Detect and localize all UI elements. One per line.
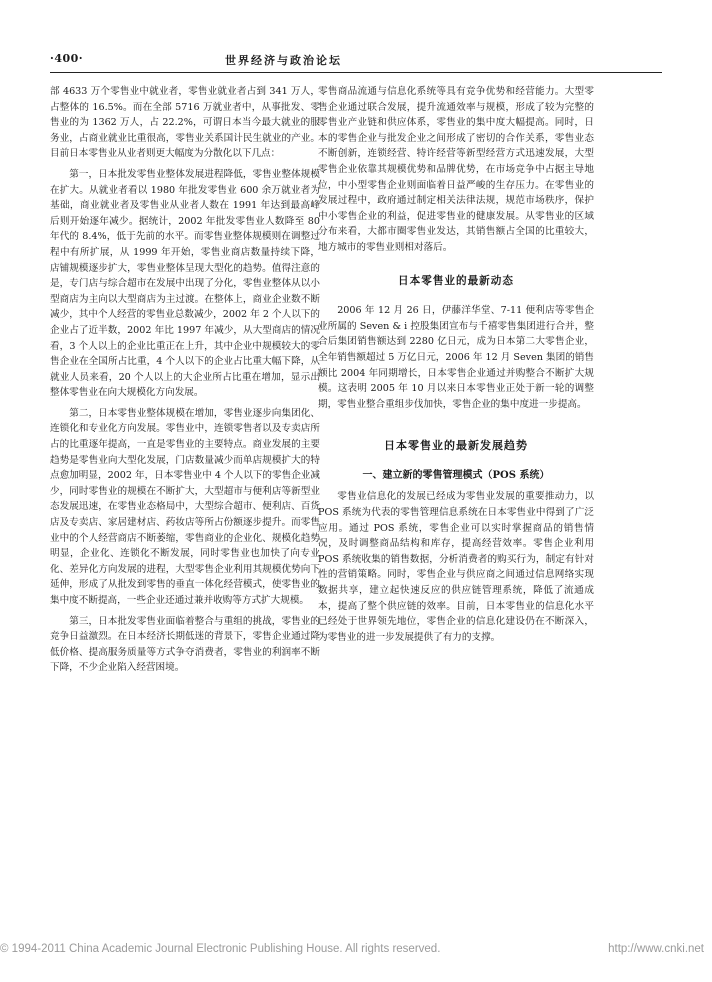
- body-paragraph: 2006 年 12 月 26 日，伊藤洋华堂、7-11 便利店等零售企业所属的 Seven & i 控股集团宣布与千禧零售集团进行合并，整合后集团销售额达到 2280 亿日元，成为日本第二大零售企业，全年销售额超过 5 万亿日元，2006 年 12 月 Seven 集团的销售额比 2004 年同期增长，日本零售企业通过并购整合不断扩大规模。这表明 2005 年 10 月以来日本零售业正处于新一轮的调整期，零售业整合重组步伐加快，零售企业的集中度进一步提高。: [318, 305, 594, 410]
- journal-title: 世界经济与政治论坛: [225, 54, 342, 67]
- page-number: ·400·: [50, 52, 84, 65]
- running-header: [50, 52, 435, 70]
- copyright-notice: © 1994-2011 China Academic Journal Electronic Publishing House. All rights reserved.: [0, 943, 441, 955]
- left-column: [50, 84, 320, 681]
- body-paragraph: 部 4633 万个零售业中就业者，零售业就业者占到 341 万人，占整体的 16.5%。而在全部 5716 万就业者中，从事批发、零售业的为 1362 万人，占 22.2%，可谓日本当今最大就业的服务业，占商业就业比重很高，零售业关系国计民生就业的产业。目前日本零售业从业者则更大幅度为分散化以下几点：: [50, 86, 320, 160]
- body-paragraph: 零售商品流通与信息化系统等具有竞争优势和经营能力。大型零售企业通过联合发展，提升流通效率与规模，形成了较为完整的零售业产业链和供应体系，零售业的集中度大幅提高。同时，日本的零售企业与批发企业之间形成了密切的合作关系，零售业态不断创新，连锁经营、特许经营等新型经营方式迅速发展，大型零售企业依靠其规模优势和品牌优势，在市场竞争中占据主导地位，中小型零售企业则面临着日益严峻的生存压力。在零售业的发展过程中，政府通过制定相关法律法规，规范市场秩序，保护中小零售企业的利益，促进零售业的健康发展。从零售业的区域分布来看，大都市圈零售业发达，其销售额占全国的比重较大，地方城市的零售业则相对落后。: [318, 86, 594, 253]
- header-rule: [50, 72, 662, 73]
- section-heading: 日本零售业的最新发展趋势: [384, 439, 528, 453]
- page-footer: [0, 943, 712, 959]
- publisher-url[interactable]: http://www.cnki.net: [608, 943, 704, 955]
- body-paragraph: 零售业信息化的发展已经成为零售业发展的重要推动力，以 POS 系统为代表的零售管理信息系统在日本零售业中得到了广泛应用。通过 POS 系统，零售企业可以实时掌握商品的销售情况，及时调整商品结构和库存，提高经营效率。零售企业利用 POS 系统收集的销售数据，分析消费者的购买行为，制定有针对性的营销策略。同时，零售企业与供应商之间通过信息网络实现数据共享，建立起快速反应的供应链管理系统，降低了流通成本，提高了整个供应链的效率。目前，日本零售业的信息化水平已经处于世界领先地位，零售企业的信息化建设仍在不断深入，为零售业的进一步发展提供了有力的支撑。: [318, 491, 594, 643]
- body-paragraph: 第一，日本批发零售业整体发展进程降低，零售业整体规模在扩大。从就业者看以 1980 年批发零售业 600 余万就业者为基础，商业就业者及零售业从业者人数在 1991 年达到最高峰后则开始逐年减少。据统计，2002 年批发零售业人数降至 80 年代的 8.4%，低于先前的水平。而零售业整体规模则在调整过程中有所扩展，从 1999 年开始，零售业商店数量持续下降，店铺规模逐步扩大，零售业整体呈现大型化的趋势。值得注意的是，专门店与综合超市在发展中出现了分化，零售业整体从以小型商店为主向以大型商店为主过渡。在整体上，商业企业数不断减少，其中个人经营的零售业总数减少，2002 年 2 个人以下的企业占了近半数，2002 年比 1997 年减少，从大型商店的情况看，3 个人以上的企业比重正在上升，其中企业中规模较大的零售企业在全国所占比重，4 个人以下的企业占比重大幅下降，从就业人员来看，20 个人以上的大企业所占比重在增加，显示出整体零售业在向大规模化方向发展。: [50, 168, 320, 399]
- right-column: [318, 84, 594, 650]
- body-paragraph: 第三，日本批发零售业面临着整合与重组的挑战，零售业的竞争日益激烈。在日本经济长期低迷的背景下，零售企业通过降低价格、提高服务质量等方式争夺消费者，零售业的利润率不断下降，不少企业陷入经营困境。: [50, 615, 320, 674]
- section-heading: 日本零售业的最新动态: [398, 274, 514, 287]
- body-paragraph: 第二，日本零售业整体规模在增加，零售业逐步向集团化、连锁化和专业化方向发展。零售业中，连锁零售者以及专卖店所占的比重逐年提高，一直是零售业的主要特点。商业发展的主要趋势是零售业向大型化发展，门店数量减少而单店规模扩大的特点愈加明显，2002 年，日本零售业中 4 个人以下的零售企业减少，同时零售业的规模在不断扩大，大型超市与便利店等新型业态发展迅速，在零售业态格局中，大型综合超市、便利店、百货店及专卖店、家居建材店、药妆店等所占份额逐步提升。而零售业中的个人经营商店不断萎缩，零售商业的企业化、规模化趋势明显，企业化、连锁化不断发展，同时零售业也加快了向专业化、差异化方向发展的进程，大型零售企业利用其规模优势向下延伸，形成了从批发到零售的垂直一体化经营模式，使零售业的集中度不断提高，一些企业还通过兼并收购等方式扩大规模。: [50, 407, 320, 606]
- subsection-heading: 一、建立新的零售管理模式（POS 系统）: [362, 469, 550, 481]
